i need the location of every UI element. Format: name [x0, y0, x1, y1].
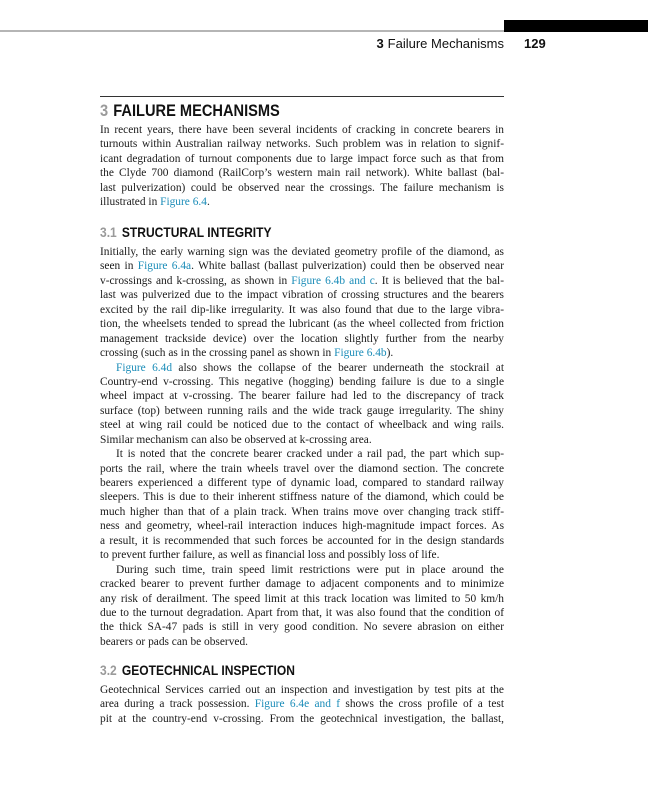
text-segment: wheel impact at v-crossing. The bearer failure had led to the discrepancy of track [100, 390, 504, 403]
text-line [100, 123, 504, 137]
subsection-number: 3.2 [100, 662, 117, 678]
text-line [100, 548, 504, 562]
text-segment: . It is believed that the bal- [374, 274, 504, 287]
text-line [100, 288, 504, 302]
text-line [100, 683, 504, 697]
text-segment: v-crossings and k-crossing, as shown in [100, 274, 292, 287]
text-line [100, 346, 504, 360]
text-segment: ness and geometry, wheel-rail interaction induces high-magnitude impact forces. As [100, 520, 504, 533]
text-line [100, 317, 504, 331]
text-line [100, 404, 504, 418]
text-segment: last pulverization) could be observed near the crossings. The failure mechanism is [100, 181, 504, 194]
text-line [100, 245, 504, 259]
text-line [100, 519, 504, 533]
figure-link[interactable]: Figure 6.4 [160, 196, 207, 209]
text-line [100, 361, 504, 375]
text-segment: pit at the country-end v-crossing. From the geotechnical investigation, the ballast, [100, 712, 504, 725]
text-line [100, 697, 504, 711]
running-header-chapter-number: 3 [376, 36, 384, 51]
paragraph [100, 123, 504, 210]
text-segment: the thick SA-47 pads is still in very good condition. No severe abrasion on either [100, 621, 504, 634]
text-segment: area during a track possession. [100, 698, 255, 711]
text-segment: to prevent further failure, as well as financial loss and possibly loss of life. [100, 549, 440, 562]
text-line [100, 462, 504, 476]
text-segment: . [206, 196, 210, 209]
text-segment: a result, it is recommended that such forces be accounted for in the design standards [100, 534, 504, 547]
text-line [100, 137, 504, 151]
subsection-number: 3.1 [100, 224, 117, 240]
text-segment: bearers experienced a different type of dynamic load, compared to standard railway [100, 477, 504, 489]
text-segment: crossing (such as in the crossing panel as shown in [100, 347, 335, 360]
text-line [100, 332, 504, 346]
text-segment: Country-end v-crossing. This negative (hogging) bending failure is due to a single [100, 375, 504, 388]
text-segment: surface (top) between running rails and the wide track gauge irregularity. The shiny [100, 404, 504, 417]
header-rule [0, 30, 504, 32]
text-line [100, 152, 504, 166]
text-line [100, 389, 504, 403]
text-line [100, 563, 504, 577]
header-bar [504, 20, 648, 32]
text-line [100, 490, 504, 504]
section-rule [100, 96, 504, 97]
text-segment: steel at wing rail could be noticed due to the contact of wheelback and wing rails. [100, 419, 504, 432]
text-segment: illustrated in [100, 196, 161, 209]
paragraph [100, 245, 504, 361]
subsection-body-3-1 [100, 245, 504, 649]
text-segment: sleepers. This is due to their inherent stiffness nature of the diamond, which could be [100, 491, 504, 504]
text-segment: also shows the collapse of the bearer underneath the stockrail at [172, 361, 504, 374]
text-segment: It is noted that the concrete bearer cracked under a rail pad, the part which sup- [116, 448, 504, 461]
text-segment: shows the cross profile of a test [340, 698, 504, 711]
text-segment: any risk of derailment. The speed limit at this track location was limited to 50 km/h [100, 592, 504, 605]
figure-link[interactable]: Figure 6.4e and f [254, 698, 341, 711]
text-segment: In recent years, there have been several incidents of cracking in concrete bearers in [100, 124, 504, 136]
text-line [100, 303, 504, 317]
text-segment: Similar mechanism can also be observed at k-crossing area. [100, 433, 372, 446]
text-segment: Geotechnical Services carried out an inspection and investigation by test pits at the [100, 684, 504, 696]
subsection-title: STRUCTURAL INTEGRITY [121, 224, 272, 240]
section-title: FAILURE MECHANISMS [113, 101, 280, 120]
text-segment: excited by the rail dip-like irregularity. It was also found that due to the large vibra- [100, 303, 504, 316]
figure-link[interactable]: Figure 6.4b and c [291, 274, 375, 287]
text-line [100, 274, 504, 288]
text-segment: cracked bearer to prevent further damage to adjacent components and to minimize [100, 578, 504, 591]
text-line [100, 375, 504, 389]
running-header-chapter-title: Failure Mechanisms [387, 36, 504, 51]
text-line [100, 505, 504, 519]
page-number: 129 [524, 36, 546, 51]
text-segment: due to the turnout degradation. Apart from that, it was also found that the condition of [100, 606, 504, 619]
text-line [100, 534, 504, 548]
text-segment: much higher than that of a plain track. When trains move over changing track stiff- [100, 505, 504, 518]
text-line [100, 433, 504, 447]
text-line [100, 259, 504, 273]
subsection-heading-3-1 [100, 224, 272, 240]
text-segment: During such time, train speed limit restrictions were put in place around the [116, 563, 504, 576]
text-segment: the Clyde 700 diamond (RailCorp’s western main rail network). White ballast (bal- [100, 167, 504, 180]
text-line [100, 476, 504, 490]
intro-paragraph [100, 123, 504, 210]
section-number: 3 [100, 101, 109, 120]
text-segment: . White ballast (ballast pulverization) could then be observed near [191, 260, 505, 273]
figure-link[interactable]: Figure 6.4d [116, 361, 173, 374]
text-line [100, 606, 504, 620]
text-segment: Initially, the early warning sign was the deviated geometry profile of the diamond, as [100, 246, 504, 258]
paragraph [100, 447, 504, 563]
figure-link[interactable]: Figure 6.4b [334, 347, 387, 360]
text-segment: ports the rail, where the train wheels travel over the diamond section. The concrete [100, 462, 504, 475]
running-header [300, 36, 504, 51]
text-segment: tion, the wheelsets tended to spread the lubricant (as the wheel collected from friction [100, 318, 504, 331]
text-line [100, 181, 504, 195]
section-heading [100, 101, 280, 121]
text-line [100, 635, 504, 649]
figure-link[interactable]: Figure 6.4a [137, 260, 192, 273]
text-segment: seen in [100, 260, 138, 273]
text-line [100, 166, 504, 180]
paragraph [100, 683, 504, 726]
subsection-heading-3-2 [100, 662, 295, 678]
text-segment: bearers or pads can be observed. [100, 635, 249, 648]
text-line [100, 712, 504, 726]
paragraph [100, 563, 504, 650]
text-line [100, 447, 504, 461]
text-line [100, 577, 504, 591]
text-segment: management trackside device) over the location slightly further from the nearby [100, 332, 504, 345]
text-segment: ). [386, 347, 394, 360]
subsection-body-3-2 [100, 683, 504, 726]
text-line [100, 195, 504, 209]
text-line [100, 592, 504, 606]
text-segment: turnouts within Australian railway networks. Such problem was in relation to signif- [100, 138, 504, 151]
text-line [100, 620, 504, 634]
text-segment: icant degradation of turnout components due to large impact force such as that from [100, 152, 504, 165]
text-line [100, 418, 504, 432]
paragraph [100, 361, 504, 448]
subsection-title: GEOTECHNICAL INSPECTION [121, 662, 295, 678]
text-segment: last was pulverized due to the impact vibration of crossing structures and the bearers [100, 289, 504, 302]
